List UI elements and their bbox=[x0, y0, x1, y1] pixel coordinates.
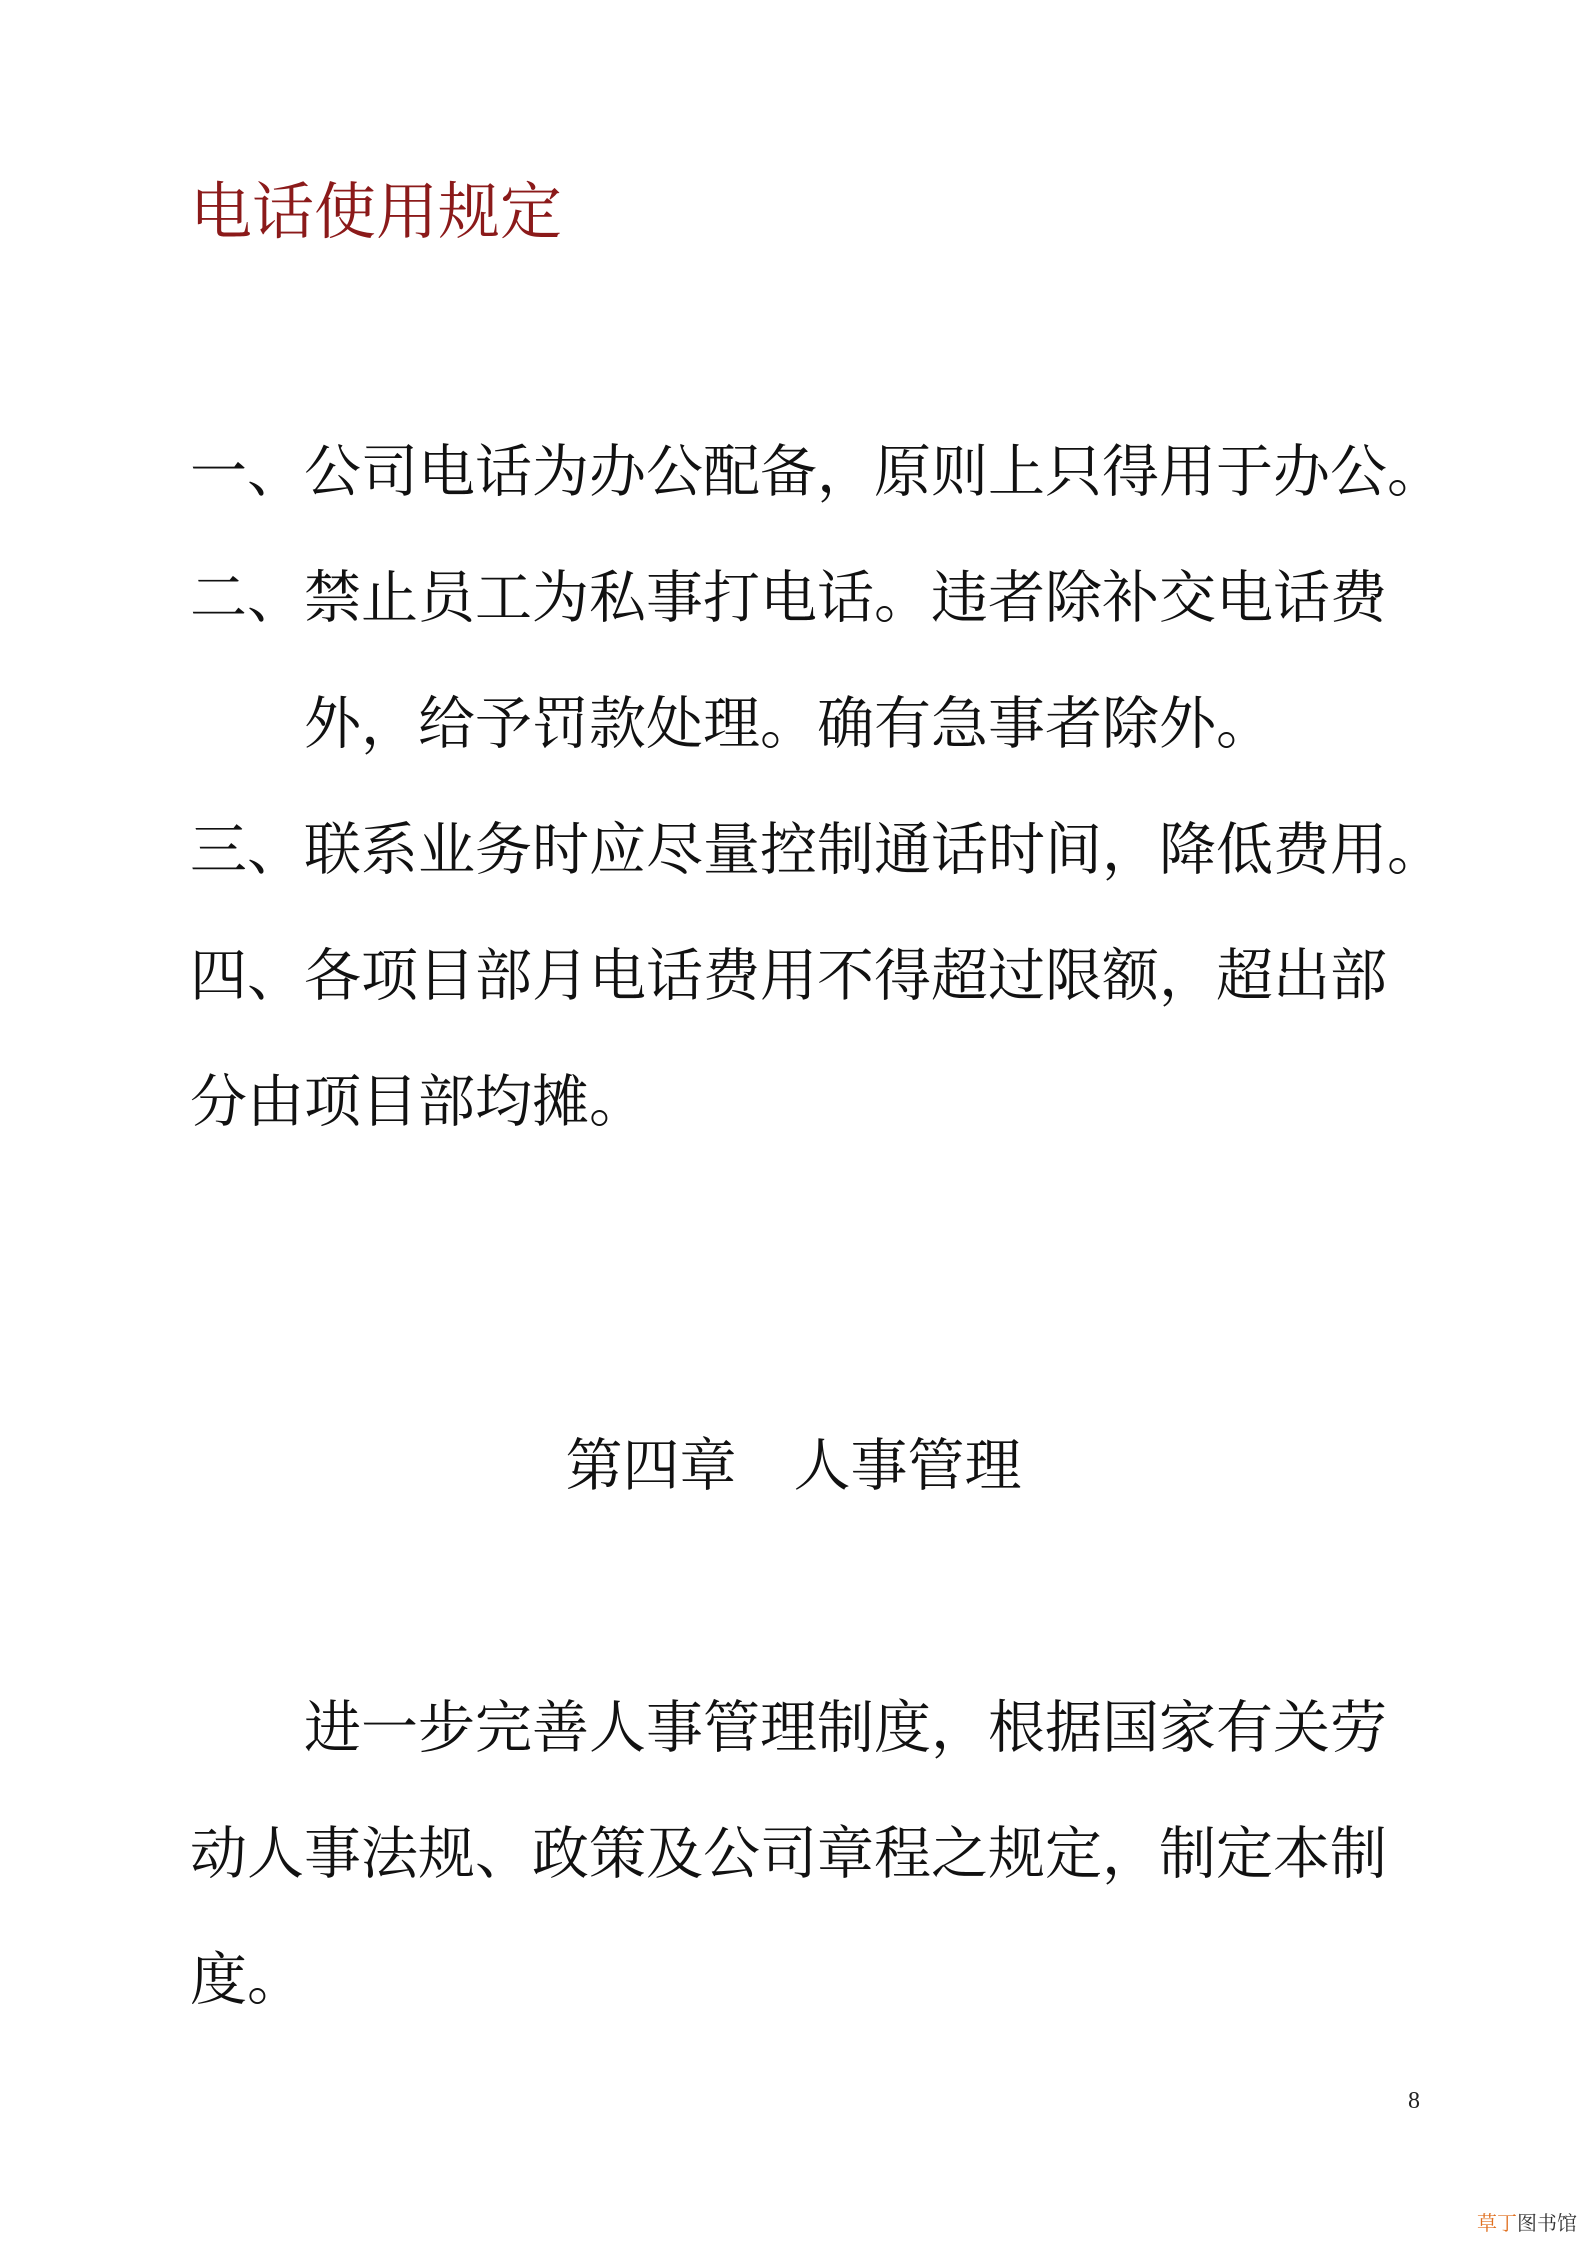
watermark bbox=[1477, 2211, 1577, 2235]
rule-line-2-continued: 外，给予罚款处理。确有急事者除外。 bbox=[304, 691, 1273, 757]
intro-line-3: 度。 bbox=[190, 1947, 304, 2013]
watermark-brand: 草丁 bbox=[1477, 2211, 1517, 2235]
rule-line-4-continued: 分由项目部均摊。 bbox=[190, 1069, 646, 1135]
intro-line-1: 进一步完善人事管理制度，根据国家有关劳 bbox=[304, 1695, 1387, 1761]
intro-line-2: 动人事法规、政策及公司章程之规定，制定本制 bbox=[190, 1821, 1387, 1887]
watermark-text: 图书馆 bbox=[1517, 2211, 1577, 2235]
rule-line-4: 四、各项目部月电话费用不得超过限额，超出部 bbox=[190, 943, 1387, 1009]
rule-line-1: 一、公司电话为办公配备，原则上只得用于办公。 bbox=[190, 439, 1444, 505]
rule-line-3: 三、联系业务时应尽量控制通话时间，降低费用。 bbox=[190, 817, 1444, 883]
chapter-heading: 第四章 人事管理 bbox=[565, 1433, 1022, 1499]
rule-line-2: 二、禁止员工为私事打电话。违者除补交电话费 bbox=[190, 565, 1387, 631]
section-title: 电话使用规定 bbox=[190, 175, 563, 248]
page-number: 8 bbox=[1408, 2088, 1420, 2114]
